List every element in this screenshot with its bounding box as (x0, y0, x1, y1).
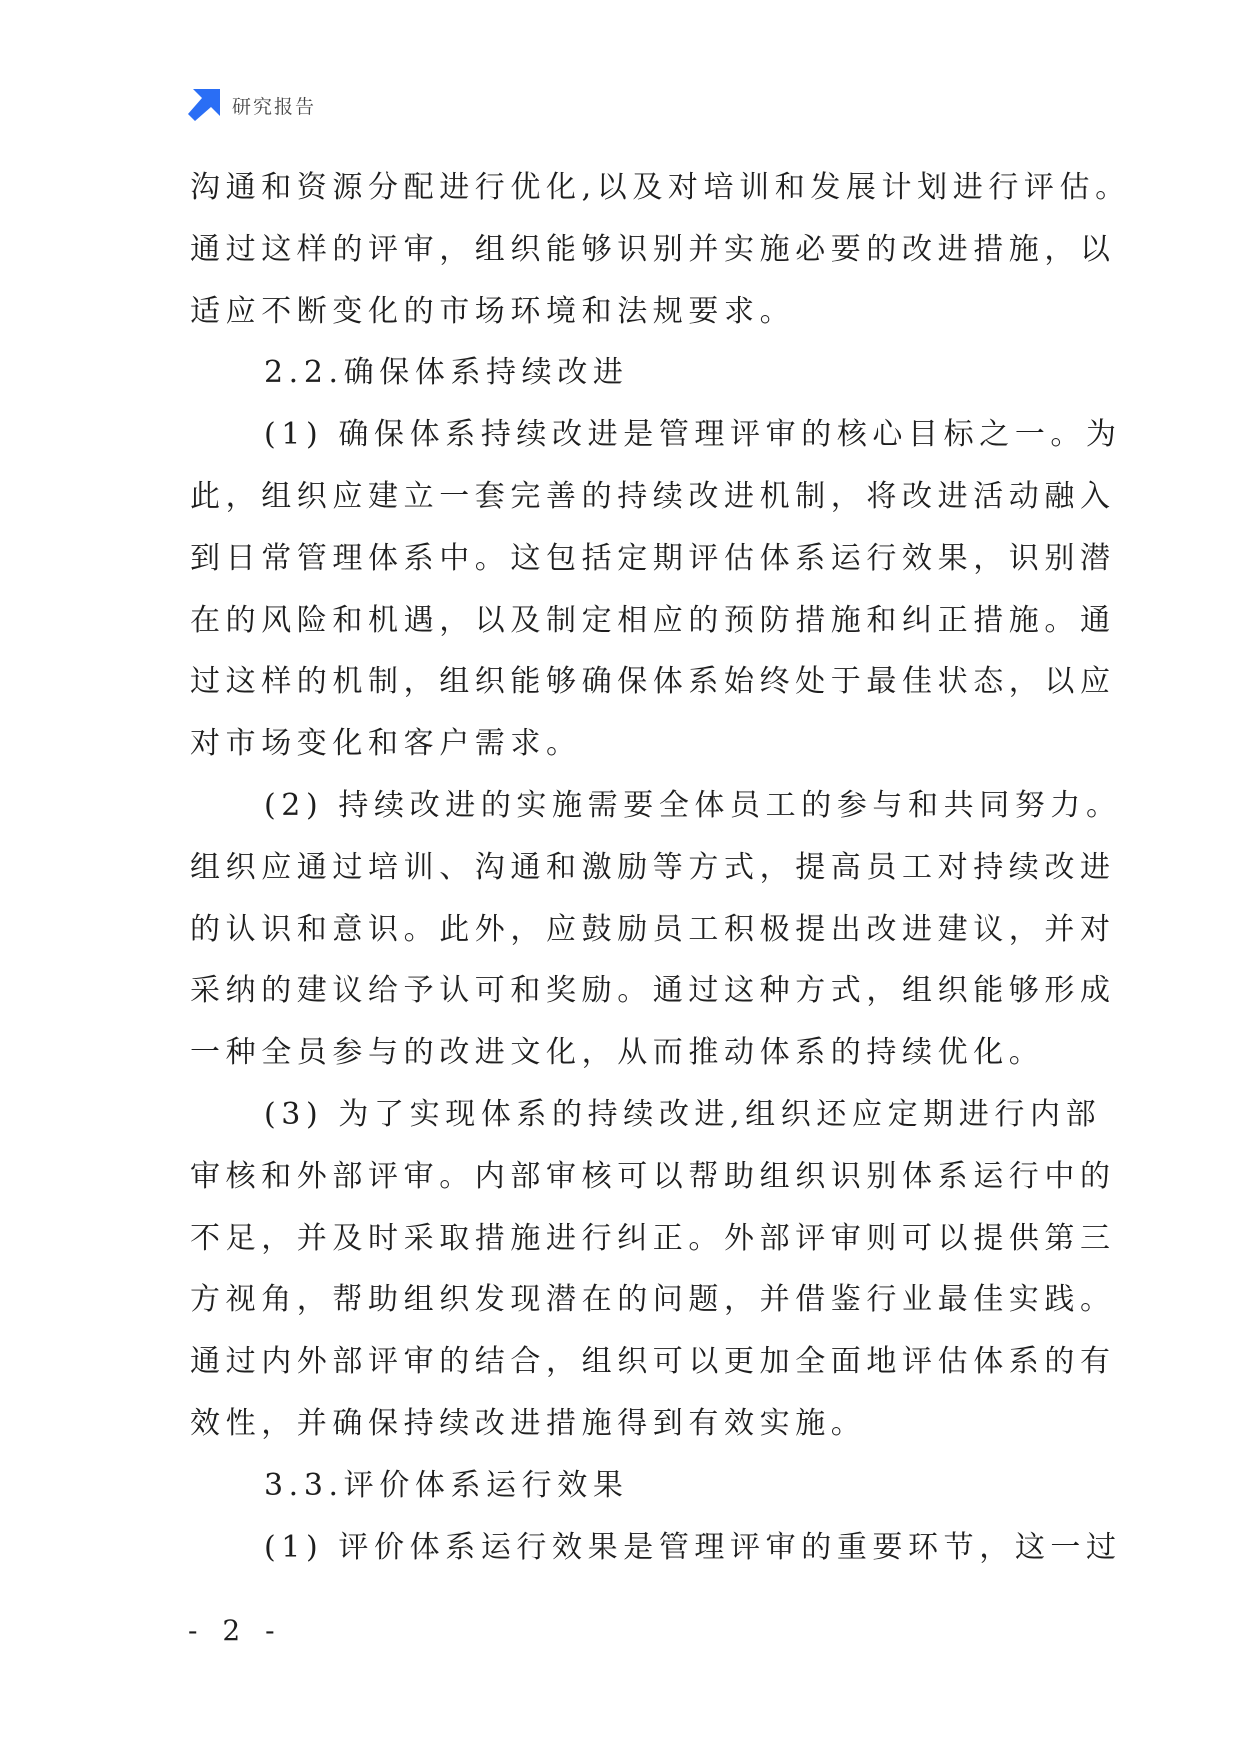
section-heading-3-3: 3.3.评价体系运行效果 (264, 1467, 629, 1503)
text-line: 通过这样的评审，组织能够识别并实施必要的改进措施，以 (190, 231, 1116, 267)
text-line: 过这样的机制，组织能够确保体系始终处于最佳状态，以应 (190, 664, 1116, 700)
text-line: 方视角，帮助组织发现潜在的问题，并借鉴行业最佳实践。 (190, 1282, 1116, 1318)
text-line: 通过内外部评审的结合，组织可以更加全面地评估体系的有 (190, 1344, 1116, 1380)
paragraph-start: (2) 持续改进的实施需要全体员工的参与和共同努力。 (264, 787, 1122, 823)
text-line: 不足，并及时采取措施进行纠正。外部评审则可以提供第三 (190, 1220, 1116, 1256)
paragraph-start: (1) 确保体系持续改进是管理评审的核心目标之一。为 (264, 417, 1122, 453)
text-line: 沟通和资源分配进行优化,以及对培训和发展计划进行评估。 (190, 170, 1131, 205)
diagonal-arrow-logo-icon (188, 89, 220, 121)
section-heading-2-2: 2.2.确保体系持续改进 (264, 355, 629, 391)
text-line: 采纳的建议给予认可和奖励。通过这种方式，组织能够形成 (190, 973, 1116, 1009)
header-title: 研究报告 (232, 95, 317, 118)
text-line: 的认识和意识。此外，应鼓励员工积极提出改进建议，并对 (190, 911, 1116, 947)
text-line: 适应不断变化的市场环境和法规要求。 (190, 293, 796, 329)
paragraph-start: (1) 评价体系运行效果是管理评审的重要环节，这一过 (264, 1529, 1122, 1565)
text-line: 审核和外部评审。内部审核可以帮助组织识别体系运行中的 (190, 1158, 1116, 1194)
text-line: 组织应通过培训、沟通和激励等方式，提高员工对持续改进 (190, 849, 1116, 885)
paragraph-start: (3) 为了实现体系的持续改进,组织还应定期进行内部 (264, 1096, 1102, 1132)
text-line: 效性，并确保持续改进措施得到有效实施。 (190, 1405, 867, 1441)
page-number: - 2 - (188, 1614, 283, 1647)
text-line: 对市场变化和客户需求。 (190, 726, 582, 762)
text-line: 在的风险和机遇，以及制定相应的预防措施和纠正措施。通 (190, 602, 1116, 638)
report-header (188, 88, 316, 122)
text-line: 一种全员参与的改进文化，从而推动体系的持续优化。 (190, 1035, 1045, 1071)
text-line: 此，组织应建立一套完善的持续改进机制，将改进活动融入 (190, 478, 1116, 514)
document-body (190, 157, 1131, 1578)
text-line: 到日常管理体系中。这包括定期评估体系运行效果，识别潜 (190, 540, 1116, 576)
